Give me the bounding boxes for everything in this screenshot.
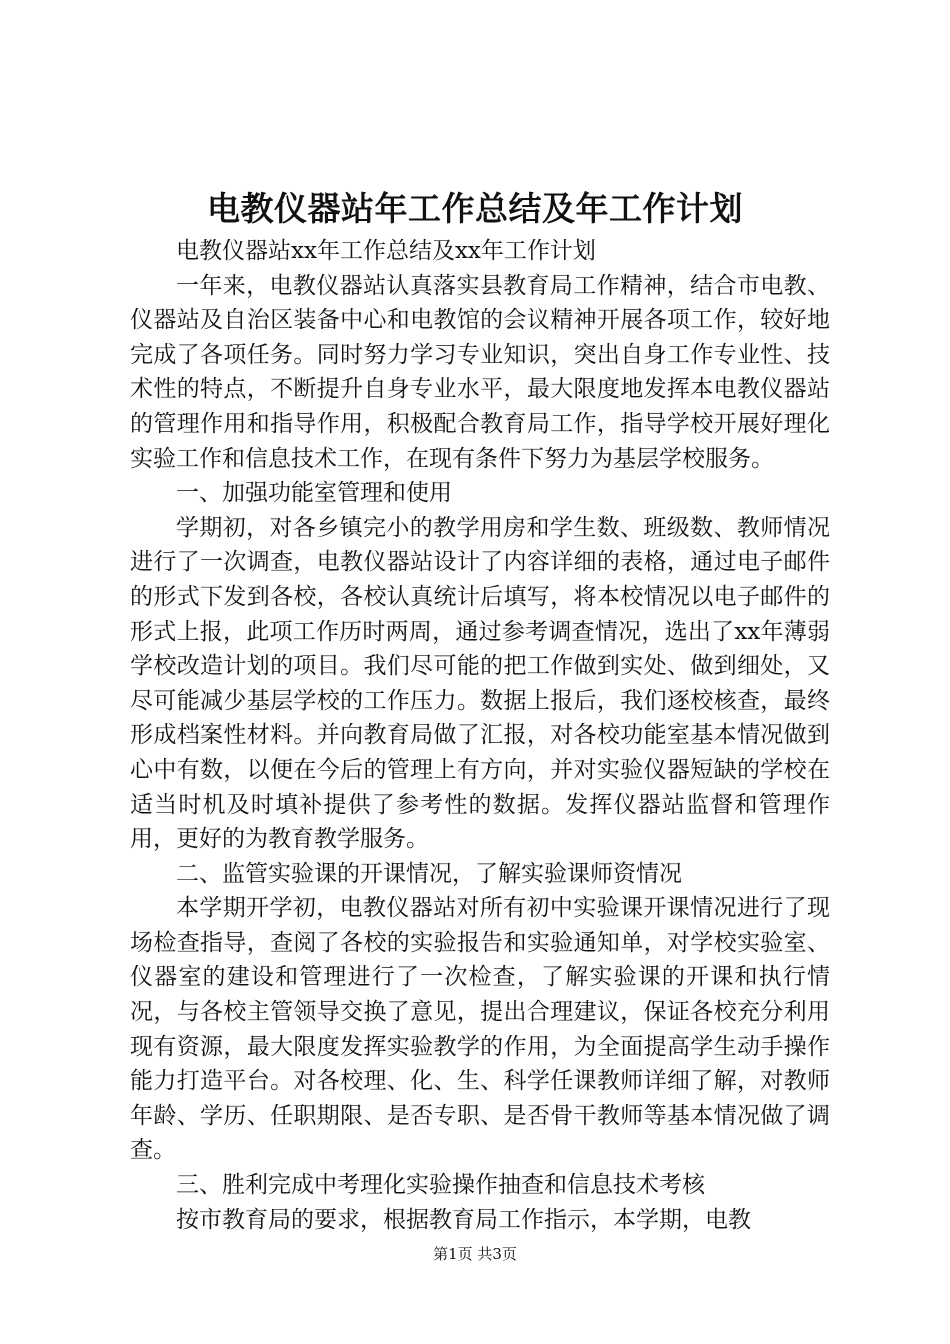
section-heading-1: 一、加强功能室管理和使用 <box>176 480 452 507</box>
document-body <box>130 234 830 1237</box>
section-3-paragraph: 按市教育局的要求，根据教育局工作指示，本学期，电教 <box>176 1206 751 1233</box>
section-1-paragraph: 学期初，对各乡镇完小的教学用房和学生数、班级数、教师情况进行了一次调查，电教仪器站设计了内容详细的表格，通过电子邮件的形式下发到各校，各校认真统计后填写，将本校情况以电子邮件的形式上报，此项工作历时两周，通过参考调查情况，选出了xx年薄弱学校改造计划的项目。我们尽可能的把工作做到实处、做到细处，又尽可能减少基层学校的工作压力。数据上报后，我们逐校核查，最终形成档案性材料。并向教育局做了汇报，对各校功能室基本情况做到心中有数，以便在今后的管理上有方向，并对实验仪器短缺的学校在适当时机及时填补提供了参考性的数据。发挥仪器站监督和管理作用，更好的为教育教学服务。 <box>130 514 830 853</box>
document-title: 电教仪器站年工作总结及年工作计划 <box>207 189 743 228</box>
section-2-paragraph: 本学期开学初，电教仪器站对所有初中实验课开课情况进行了现场检查指导，查阅了各校的实验报告和实验通知单，对学校实验室、仪器室的建设和管理进行了一次检查，了解实验课的开课和执行情况，与各校主管领导交换了意见，提出合理建议，保证各校充分利用现有资源，最大限度发挥实验教学的作用，为全面提高学生动手操作能力打造平台。对各校理、化、生、科学任课教师详细了解，对教师年龄、学历、任职期限、是否专职、是否骨干教师等基本情况做了调查。 <box>130 895 830 1164</box>
subtitle-paragraph: 电教仪器站xx年工作总结及xx年工作计划 <box>176 238 596 264</box>
intro-paragraph: 一年来，电教仪器站认真落实县教育局工作精神，结合市电教、仪器站及自治区装备中心和电教馆的会议精神开展各项工作，较好地完成了各项任务。同时努力学习专业知识，突出自身工作专业性、技术性的特点，不断提升自身专业水平，最大限度地发挥本电教仪器站的管理作用和指导作用，积极配合教育局工作，指导学校开展好理化实验工作和信息技术工作，在现有条件下努力为基层学校服务。 <box>130 272 830 472</box>
page-footer: 第1页 共3页 <box>433 1245 517 1263</box>
section-heading-2: 二、监管实验课的开课情况，了解实验课师资情况 <box>176 860 682 887</box>
section-heading-3: 三、胜利完成中考理化实验操作抽查和信息技术考核 <box>176 1172 705 1199</box>
